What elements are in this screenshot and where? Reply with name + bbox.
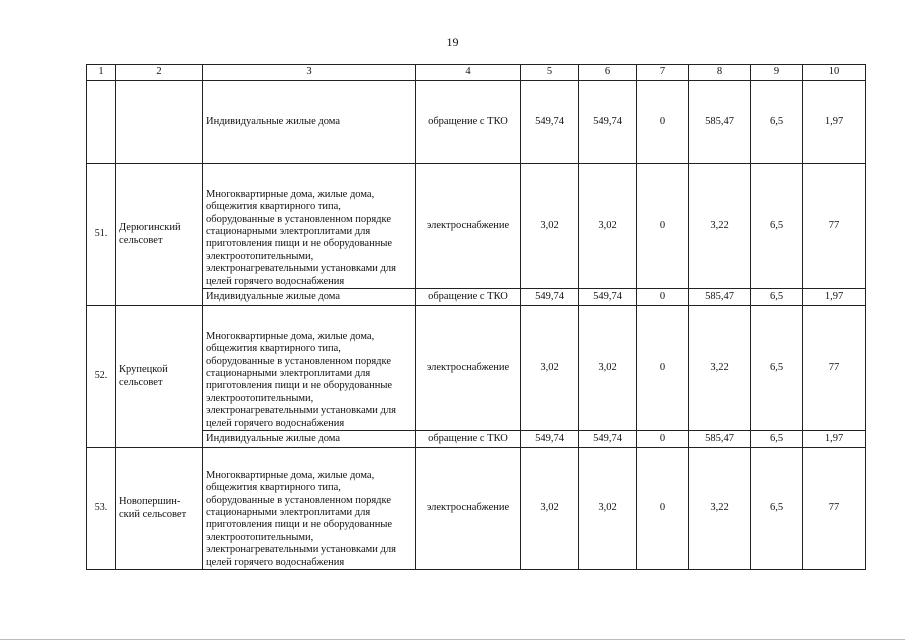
column-header: 3 (203, 65, 416, 81)
tariff-table (86, 64, 866, 570)
row-number (87, 81, 116, 164)
value-col10: 77 (803, 164, 866, 289)
table-row (87, 431, 866, 448)
value-col8: 3,22 (689, 306, 751, 431)
value-col6: 549,74 (579, 431, 637, 448)
row-number: 52. (87, 306, 116, 448)
value-col8: 3,22 (689, 448, 751, 570)
column-header: 6 (579, 65, 637, 81)
value-col7: 0 (637, 164, 689, 289)
value-col9: 6,5 (751, 448, 803, 570)
value-col9: 6,5 (751, 306, 803, 431)
value-col7: 0 (637, 81, 689, 164)
value-col9: 6,5 (751, 164, 803, 289)
service-type: электроснабжение (416, 448, 521, 570)
column-header: 1 (87, 65, 116, 81)
column-header: 8 (689, 65, 751, 81)
table-row (87, 164, 866, 289)
service-type: электроснабжение (416, 306, 521, 431)
table-row (87, 306, 866, 431)
municipality-name: Новопершин-ский сельсовет (116, 448, 203, 570)
value-col8: 585,47 (689, 289, 751, 306)
table-row (87, 289, 866, 306)
consumer-category: Многоквартирные дома, жилые дома, общежития квартирного типа, оборудованные в установленном порядке стационарными электроплитами для приготовления пищи и не оборудованные электроотопительными, электронагревательными установками для целей горячего водоснабжения (203, 306, 416, 431)
header-row (87, 65, 866, 81)
consumer-category: Индивидуальные жилые дома (203, 289, 416, 306)
value-col6: 549,74 (579, 81, 637, 164)
service-type: электроснабжение (416, 164, 521, 289)
value-col6: 3,02 (579, 306, 637, 431)
value-col5: 3,02 (521, 448, 579, 570)
service-type: обращение с ТКО (416, 289, 521, 306)
row-number: 51. (87, 164, 116, 306)
value-col10: 77 (803, 306, 866, 431)
page-number: 19 (446, 35, 459, 49)
column-header: 10 (803, 65, 866, 81)
table-row (87, 81, 866, 164)
consumer-category: Индивидуальные жилые дома (203, 81, 416, 164)
value-col9: 6,5 (751, 431, 803, 448)
value-col8: 3,22 (689, 164, 751, 289)
consumer-category: Многоквартирные дома, жилые дома, общежития квартирного типа, оборудованные в установленном порядке стационарными электроплитами для приготовления пищи и не оборудованные электроотопительными, электронагревательными установками для целей горячего водоснабжения (203, 164, 416, 289)
value-col8: 585,47 (689, 81, 751, 164)
value-col5: 3,02 (521, 164, 579, 289)
value-col10: 77 (803, 448, 866, 570)
row-number: 53. (87, 448, 116, 570)
value-col10: 1,97 (803, 431, 866, 448)
value-col7: 0 (637, 448, 689, 570)
table-row (87, 448, 866, 570)
value-col9: 6,5 (751, 289, 803, 306)
value-col7: 0 (637, 431, 689, 448)
municipality-name: Крупецкой сельсовет (116, 306, 203, 448)
column-header: 4 (416, 65, 521, 81)
value-col5: 549,74 (521, 81, 579, 164)
value-col9: 6,5 (751, 81, 803, 164)
value-col5: 549,74 (521, 289, 579, 306)
value-col7: 0 (637, 306, 689, 431)
column-header: 7 (637, 65, 689, 81)
value-col10: 1,97 (803, 81, 866, 164)
column-header: 9 (751, 65, 803, 81)
consumer-category: Индивидуальные жилые дома (203, 431, 416, 448)
value-col6: 3,02 (579, 164, 637, 289)
column-header: 5 (521, 65, 579, 81)
municipality-name (116, 81, 203, 164)
consumer-category: Многоквартирные дома, жилые дома, общежития квартирного типа, оборудованные в установленном порядке стационарными электроплитами для приготовления пищи и не оборудованные электроотопительными, электронагревательными установками для целей горячего водоснабжения (203, 448, 416, 570)
service-type: обращение с ТКО (416, 431, 521, 448)
value-col10: 1,97 (803, 289, 866, 306)
service-type: обращение с ТКО (416, 81, 521, 164)
value-col6: 3,02 (579, 448, 637, 570)
municipality-name: Дерюгинский сельсовет (116, 164, 203, 306)
value-col8: 585,47 (689, 431, 751, 448)
value-col5: 549,74 (521, 431, 579, 448)
value-col6: 549,74 (579, 289, 637, 306)
value-col7: 0 (637, 289, 689, 306)
value-col5: 3,02 (521, 306, 579, 431)
column-header: 2 (116, 65, 203, 81)
